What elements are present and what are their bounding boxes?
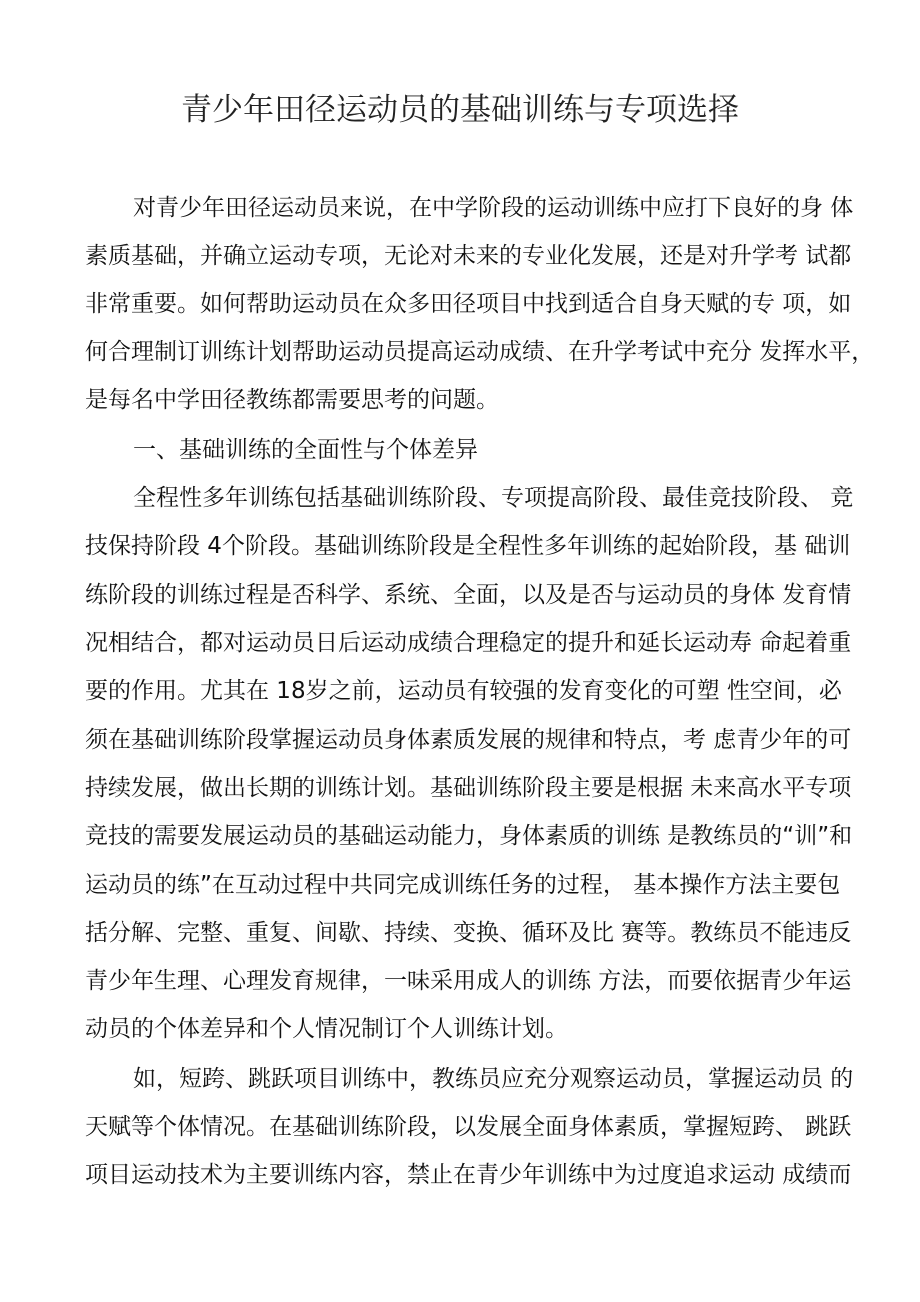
paragraph-line: 是每名中学田径教练都需要思考的问题。 (85, 387, 499, 413)
paragraph-line: 全程性多年训练包括基础训练阶段、专项提高阶段、最佳竞技阶段、 竞 (133, 485, 854, 511)
paragraph-line: 非常重要。如何帮助运动员在众多田径项目中找到适合自身天赋的专 项，如 (85, 291, 852, 317)
paragraph-line: 青少年生理、心理发育规律，一味采用成人的训练 方法，而要依据青少年运 (85, 968, 852, 994)
paragraph-line: 对青少年田径运动员来说，在中学阶段的运动训练中应打下良好的身 体 (133, 195, 854, 221)
paragraph-line: 要的作用。尤其在 18岁之前，运动员有较强的发育变化的可塑 性空间，必 (85, 678, 842, 704)
paragraph-line: 须在基础训练阶段掌握运动员身体素质发展的规律和特点，考 虑青少年的可 (85, 727, 852, 753)
paragraph-line: 竞技的需要发展运动员的基础运动能力，身体素质的训练 是教练员的“训”和 (85, 823, 853, 849)
paragraph-line: 天赋等个体情况。在基础训练阶段，以发展全面身体素质，掌握短跨、 跳跃 (85, 1114, 852, 1140)
paragraph-line: 素质基础，并确立运动专项，无论对未来的专业化发展，还是对升学考 试都 (85, 243, 852, 269)
paragraph-line: 动员的个体差异和个人情况制订个人训练计划。 (85, 1016, 568, 1042)
paragraph-line: 练阶段的训练过程是否科学、系统、全面，以及是否与运动员的身体 发育情 (85, 582, 852, 608)
paragraph-line: 项目运动技术为主要训练内容，禁止在青少年训练中为过度追求运动 成绩而 (85, 1162, 852, 1188)
paragraph-line: 如，短跨、跳跃项目训练中，教练员应充分观察运动员，掌握运动员 的 (133, 1066, 854, 1092)
paragraph-line: 括分解、完整、重复、间歇、持续、变换、循环及比 赛等。教练员不能违反 (85, 920, 852, 946)
paragraph-line: 况相结合，都对运动员日后运动成绩合理稳定的提升和延长运动寿 命起着重 (85, 630, 852, 656)
paragraph-line: 持续发展，做出长期的训练计划。基础训练阶段主要是根据 未来高水平专项 (85, 775, 852, 801)
section-heading: 一、基础训练的全面性与个体差异 (133, 437, 478, 463)
paragraph-line: 运动员的练”在互动过程中共同完成训练任务的过程， 基本操作方法主要包 (85, 872, 841, 898)
paragraph-line: 何合理制订训练计划帮助运动员提高运动成绩、在升学考试中充分 发挥水平， (85, 339, 875, 365)
paragraph-line: 技保持阶段 4个阶段。基础训练阶段是全程性多年训练的起始阶段，基 础训 (85, 533, 851, 559)
document-title: 青少年田径运动员的基础训练与专项选择 (181, 92, 739, 128)
